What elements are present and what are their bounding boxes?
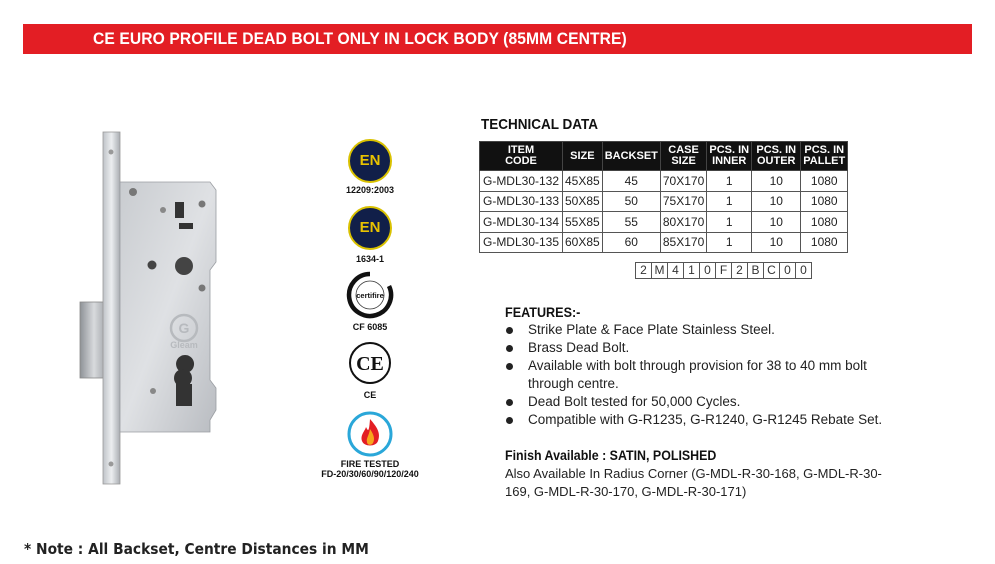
code-box: 0: [795, 262, 812, 279]
cell-pcs-outer: 10: [752, 212, 801, 233]
ce-mark-icon: [348, 341, 392, 385]
header-pcs-pallet: PCS. IN PALLET: [801, 142, 848, 171]
cell-pcs-inner: 1: [707, 191, 752, 212]
header-item-code: ITEM CODE: [480, 142, 563, 171]
code-box: 1: [683, 262, 700, 279]
cell-case-size: 75X170: [660, 191, 706, 212]
finish-text: Also Available In Radius Corner (G-MDL-R-30-168, G-MDL-R-30-169, G-MDL-R-30-170, G-MDL-R-30-171): [505, 466, 882, 499]
header-pcs-inner: PCS. IN INNER: [707, 142, 752, 171]
lock-body-icon: [74, 128, 234, 488]
cert-en-1634: [333, 206, 407, 264]
footnote: * Note : All Backset, Centre Distances in MM: [24, 540, 369, 558]
cell-pcs-inner: 1: [707, 212, 752, 233]
technical-data-title: TECHNICAL DATA: [481, 116, 598, 133]
product-code-boxes: [636, 262, 812, 279]
lock-body-image: [74, 128, 234, 488]
cert-ce: [333, 341, 407, 400]
code-box: 4: [667, 262, 684, 279]
cert-label: CE: [363, 390, 377, 400]
header-backset: BACKSET: [602, 142, 660, 171]
technical-data-table: [479, 141, 848, 253]
cell-item-code: G-MDL30-132: [480, 171, 563, 192]
list-item: Dead Bolt tested for 50,000 Cycles.: [505, 393, 885, 411]
finish-title: Finish Available : SATIN, POLISHED: [505, 448, 717, 463]
cell-case-size: 80X170: [660, 212, 706, 233]
features-list: [505, 321, 885, 429]
title-banner: [23, 24, 972, 54]
cert-label-sub: FD-20/30/60/90/120/240: [321, 469, 419, 479]
fire-icon: [347, 411, 393, 457]
cert-label: CF 6085: [352, 322, 388, 332]
cell-pcs-pallet: 1080: [801, 232, 848, 253]
certifire-text: certifire: [356, 291, 384, 300]
cell-case-size: 85X170: [660, 232, 706, 253]
table-header-row: [480, 142, 848, 171]
cell-pcs-outer: 10: [752, 191, 801, 212]
table-row: [480, 191, 848, 212]
code-box: 0: [779, 262, 796, 279]
cell-size: 50X85: [563, 191, 603, 212]
cert-fire-tested: [295, 411, 445, 479]
cell-backset: 55: [602, 212, 660, 233]
header-pcs-outer: PCS. IN OUTER: [752, 142, 801, 171]
list-item: Compatible with G-R1235, G-R1240, G-R1245 Rebate Set.: [505, 411, 885, 429]
header-case-size: CASE SIZE: [660, 142, 706, 171]
cell-size: 55X85: [563, 212, 603, 233]
list-item: Available with bolt through provision for 38 to 40 mm bolt through centre.: [505, 357, 885, 393]
cell-size: 45X85: [563, 171, 603, 192]
svg-text:G: G: [178, 320, 190, 336]
cell-pcs-outer: 10: [752, 171, 801, 192]
en-badge-icon: EN: [348, 206, 392, 250]
cell-pcs-pallet: 1080: [801, 171, 848, 192]
cell-item-code: G-MDL30-135: [480, 232, 563, 253]
cert-certifire: [333, 270, 407, 332]
cert-label: 1634-1: [355, 254, 385, 264]
cell-backset: 45: [602, 171, 660, 192]
cell-pcs-inner: 1: [707, 171, 752, 192]
table-row: [480, 212, 848, 233]
code-box: 0: [699, 262, 716, 279]
code-box: C: [763, 262, 780, 279]
code-box: F: [715, 262, 732, 279]
table-row: [480, 171, 848, 192]
code-box: B: [747, 262, 764, 279]
cert-label: 12209:2003: [345, 185, 395, 195]
cell-item-code: G-MDL30-133: [480, 191, 563, 212]
cell-pcs-pallet: 1080: [801, 212, 848, 233]
cell-pcs-inner: 1: [707, 232, 752, 253]
cell-backset: 50: [602, 191, 660, 212]
code-box: 2: [731, 262, 748, 279]
cell-backset: 60: [602, 232, 660, 253]
code-box: 2: [635, 262, 652, 279]
en-badge-icon: EN: [348, 139, 392, 183]
code-box: M: [651, 262, 668, 279]
cell-item-code: G-MDL30-134: [480, 212, 563, 233]
header-size: SIZE: [563, 142, 603, 171]
cell-pcs-outer: 10: [752, 232, 801, 253]
page-title: CE EURO PROFILE DEAD BOLT ONLY IN LOCK BODY (85MM CENTRE): [93, 29, 627, 48]
table-row: [480, 232, 848, 253]
list-item: Strike Plate & Face Plate Stainless Steel.: [505, 321, 885, 339]
ce-mark-text: CE: [356, 353, 384, 375]
list-item: Brass Dead Bolt.: [505, 339, 885, 357]
cell-pcs-pallet: 1080: [801, 191, 848, 212]
cell-size: 60X85: [563, 232, 603, 253]
cert-en-12209: [333, 139, 407, 195]
cert-label: FIRE TESTED: [340, 459, 400, 469]
features-title: FEATURES:-: [505, 304, 581, 320]
certifire-icon: [345, 270, 395, 320]
lock-brand-text: Gleam: [170, 340, 198, 350]
cell-case-size: 70X170: [660, 171, 706, 192]
